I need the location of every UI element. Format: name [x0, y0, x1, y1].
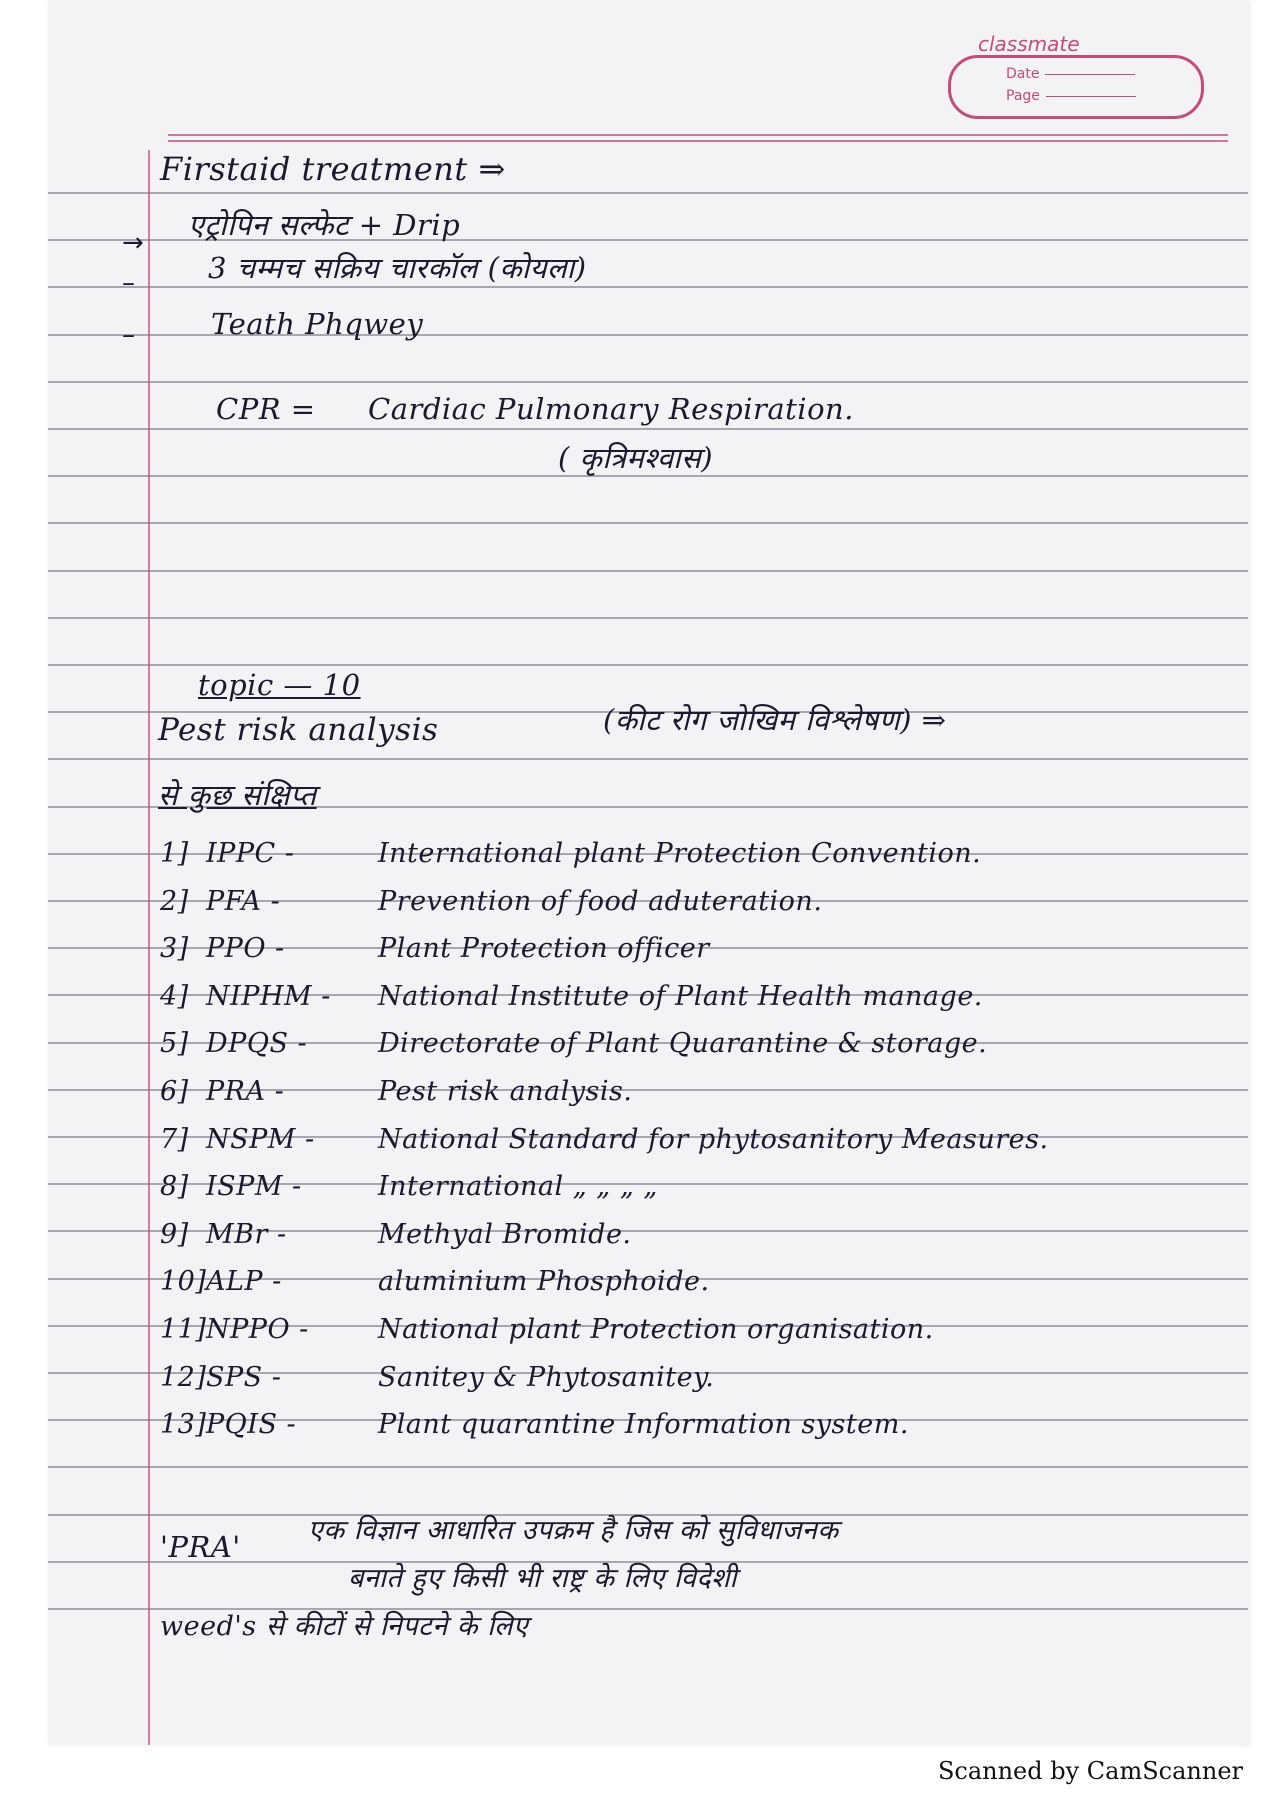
pra-label: 'PRA' — [160, 1530, 241, 1564]
ruled-line — [48, 570, 1248, 572]
item-abbreviation: PRA - — [206, 1076, 285, 1107]
left-margin-line — [148, 150, 150, 1745]
item-abbreviation: IPPC - — [206, 838, 295, 869]
item-full-form: Prevention of food aduteration. — [378, 886, 823, 917]
brand-logo: classmate — [978, 32, 1080, 56]
ruled-line — [48, 428, 1248, 430]
ruled-line — [48, 617, 1248, 619]
ruled-line — [48, 758, 1248, 760]
date-label: Date — [1006, 66, 1040, 82]
ruled-line — [48, 1466, 1248, 1468]
cpr-hindi: ( कृत्रिमश्वास) — [558, 441, 714, 475]
item-full-form: Plant Protection officer — [378, 933, 710, 964]
top-margin-line — [168, 134, 1228, 136]
item-full-form: aluminium Phosphoide. — [378, 1266, 710, 1297]
topic-title: Pest risk analysis — [158, 712, 439, 748]
page-label: Page — [1006, 88, 1040, 104]
item-number: 7] — [160, 1124, 189, 1155]
first-aid-line-1: एट्रोपिन सल्फेट + Drip — [188, 208, 461, 242]
item-abbreviation: SPS - — [206, 1362, 282, 1393]
item-full-form: Plant quarantine Information system. — [378, 1409, 909, 1440]
dash-bullet-icon: – — [122, 268, 135, 298]
item-number: 9] — [160, 1219, 189, 1250]
ruled-line — [48, 522, 1248, 524]
item-abbreviation: NIPHM - — [206, 981, 331, 1012]
first-aid-line-3: Teath Phqwey — [211, 307, 424, 341]
dash-bullet-icon: – — [122, 320, 135, 350]
item-number: 10] — [160, 1266, 207, 1297]
cpr-label: CPR = — [216, 392, 316, 426]
item-number: 4] — [160, 981, 189, 1012]
item-full-form: National Standard for phytosanitory Measures. — [378, 1124, 1049, 1155]
notebook-page — [48, 0, 1248, 1745]
pra-line-3: weed's से कीटों से निपटने के लिए — [160, 1611, 529, 1642]
item-number: 6] — [160, 1076, 189, 1107]
page-field — [1006, 88, 1136, 104]
pra-line-1: एक विज्ञान आधारित उपक्रम है जिस को सुविधाजनक — [308, 1515, 839, 1546]
item-full-form: Sanitey & Phytosanitey. — [378, 1362, 715, 1393]
item-full-form: National plant Protection organisation. — [378, 1314, 934, 1345]
item-full-form: Directorate of Plant Quarantine & storage. — [378, 1028, 988, 1059]
item-abbreviation: ALP - — [206, 1266, 282, 1297]
ruled-line — [48, 381, 1248, 383]
item-number: 5] — [160, 1028, 189, 1059]
item-full-form: International plant Protection Convention. — [378, 838, 982, 869]
item-number: 12] — [160, 1362, 207, 1393]
item-abbreviation: NPPO - — [206, 1314, 309, 1345]
item-full-form: International „ „ „ „ — [378, 1171, 658, 1202]
item-full-form: Methyal Bromide. — [378, 1219, 632, 1250]
date-field — [1006, 66, 1135, 82]
pra-line-2: बनाते हुए किसी भी राष्ट्र के लिए विदेशी — [348, 1563, 738, 1594]
ruled-line — [48, 192, 1248, 194]
topic-title-hindi: (कीट रोग जोखिम विश्लेषण) ⇒ — [603, 703, 947, 737]
top-margin-line — [168, 140, 1228, 142]
item-abbreviation: NSPM - — [206, 1124, 315, 1155]
first-aid-line-2: 3 चम्मच सक्रिय चारकॉल (कोयला) — [208, 251, 587, 285]
item-abbreviation: PPO - — [206, 933, 285, 964]
scanner-watermark: Scanned by CamScanner — [937, 1757, 1243, 1785]
item-abbreviation: MBr - — [206, 1219, 287, 1250]
topic-subheading: से कुछ संक्षिप्त — [158, 778, 317, 812]
first-aid-title: Firstaid treatment ⇒ — [160, 150, 506, 188]
item-full-form: Pest risk analysis. — [378, 1076, 633, 1107]
item-number: 13] — [160, 1409, 207, 1440]
item-full-form: National Institute of Plant Health manage. — [378, 981, 983, 1012]
item-number: 2] — [160, 886, 189, 917]
date-page-stamp — [948, 55, 1204, 119]
item-abbreviation: PQIS - — [206, 1409, 297, 1440]
item-abbreviation: ISPM - — [206, 1171, 302, 1202]
item-number: 1] — [160, 838, 189, 869]
cpr-text: Cardiac Pulmonary Respiration. — [368, 392, 854, 426]
arrow-bullet-icon: → — [122, 228, 144, 258]
item-number: 11] — [160, 1314, 207, 1345]
ruled-line — [48, 664, 1248, 666]
item-number: 8] — [160, 1171, 189, 1202]
topic-heading: topic — 10 — [198, 668, 361, 702]
item-number: 3] — [160, 933, 189, 964]
item-abbreviation: DPQS - — [206, 1028, 308, 1059]
item-abbreviation: PFA - — [206, 886, 281, 917]
